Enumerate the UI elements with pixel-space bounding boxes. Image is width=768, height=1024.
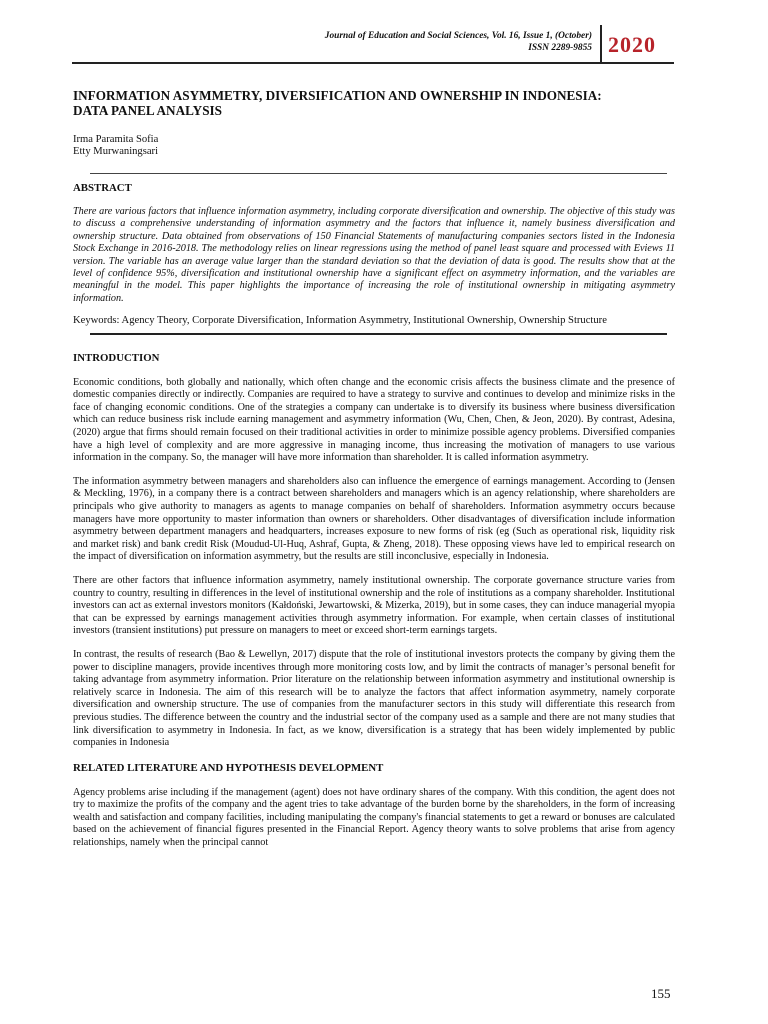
author-name: Etty Murwaningsari [73,146,159,157]
journal-header [172,30,592,54]
body-paragraph: In contrast, the results of research (Bao & Lewellyn, 2017) dispute that the role of institutional investors protects the company by giving them the power to discipline managers, provide incentives through more monitoring costs low, and by limit the contracts of manager’s personal benefit for taking advantage from asymmetry information. Prior literature on the relationship between information asymmetry and institutional ownership is relatively scarce in Indonesia. The aim of this research will be to analyze the factors that affect information asymmetry, namely corporate diversification and ownership structure. The use of companies from the manufacturer sectors in this study will differentiate this research from previous studies. The difference between the country and the industrial sector of the company used as a sample and there are not many studies that link diversification to asymmetry in Indonesia. In fact, as we know, diversification is a strategy that has been widely implemented by public companies in Indonesia [73,648,675,749]
introduction-heading: INTRODUCTION [73,351,160,364]
body-paragraph: There are other factors that influence information asymmetry, namely institutional ownership. The corporate governance structure varies from country to country, resulting in differences in the level of institutional ownership and the role of institutions as a company shareholder. Institutional investors can act as external investors monitors (Kałdoński, Jewartowski, & Mizerka, 2019), but in some cases, they can induce managerial myopia that can be expressed by earnings management activities through asymmetry information. For example, when certain classes of institutional investors (transient institutions) put pressure on managers to meet or exceed short-term earnings targets. [73,574,675,637]
abstract-text: There are various factors that influence information asymmetry, including corporate diversification and ownership. The objective of this study was to discuss a comprehensive understanding of information asymmetry and the factors that influence it, namely business diversification and ownership structure. Data obtained from observations of 150 Financial Statements of manufacturing companies sectors listed in the Indonesia Stock Exchange in 2016-2018. The methodology relies on linear regressions using the method of panel least square and processed with Eviews 11 version. The variable has an average value larger than the standard deviation so that the deviation of data is good. The results show that at the level of confidence 95%, diversification and institutional ownership have a significant effect on asymmetry information, and the variables are meaningful in the model. This paper highlights the importance of increasing the role of institutional ownership in mitigating asymmetry information. [73,206,675,304]
journal-issn: ISSN 2289-9855 [528,43,592,53]
body-paragraph: Economic conditions, both globally and nationally, which often change and the economic crisis affects the business climate and the presence of domestic companies directly or indirectly. Companies are required to have a strategy to survive and continues to develop and minimize risks in the face of changing economic conditions. One of the strategies a company can undertake is to diversify its business where business diversification which can reduce business risk include earning management and asymmetry information (Wu, Chen, Chen, & Jeon, 2020). By contrast, Adesina, (2020) argue that firms should remain focused on their traditional activities in order to minimize possible agency problems. Diversified companies have a high level of complexity and are more aggressive in managing income, thus increasing the motivation of managers to use various information in the company. So, the manager will have more information than shareholder. It is called information asymmetry. [73,376,675,464]
body-paragraph: The information asymmetry between managers and shareholders also can influence the emergence of earnings management. According to (Jensen & Meckling, 1976), in a company there is a contract between shareholders and managers which is an agency relationship, where shareholders are principals who give authority to managers as agents to manage companies on behalf of shareholders. Information asymmetry occurs because managers have more opportunity to master information than owners or shareholders. Other disadvantages of diversification include information asymmetry between department managers and headquarters, increases exposure to new forms of risk (eg (Such as operational risk, liquidity risk and market risk) and bank credit Risk (Moudud-Ul-Huq, Ashraf, Gupta, & Zheng, 2018). These opposing views have led to empirical research on the impact of diversification on information asymmetry, but the results are still inconclusive, especially in Indonesia. [73,475,675,563]
article-title-line-1: INFORMATION ASYMMETRY, DIVERSIFICATION AND OWNERSHIP IN INDONESIA: [73,88,602,103]
journal-citation: Journal of Education and Social Sciences, Vol. 16, Issue 1, (October) [324,31,592,41]
literature-heading: RELATED LITERATURE AND HYPOTHESIS DEVELOPMENT [73,761,384,774]
keywords-line: Keywords: Agency Theory, Corporate Diversification, Information Asymmetry, Institutional Ownership, Ownership Structure [73,315,607,327]
page-number: 155 [651,986,671,1001]
section-rule [90,173,667,174]
author-list [73,134,675,158]
header-divider [600,25,602,63]
body-paragraph: Agency problems arise including if the management (agent) does not have ordinary shares of the company. With this condition, the agent does not try to maximize the profits of the company and the agent tries to take advantage of the burden borne by the shareholders, in the form of increasing wealth and satisfaction and company facilities, including manipulating the company's financial statements to get a reward or bonuses are calculated based on the achievement of financial figures presented in the Financial Report. Agency theory wants to solve problems that arise from agency relationships, namely when the principal cannot [73,786,675,849]
article-title [73,88,675,118]
header-rule [72,62,674,64]
journal-year: 2020 [608,32,656,57]
section-rule [90,333,667,335]
article-body [73,88,675,850]
author-name: Irma Paramita Sofia [73,134,159,145]
article-title-line-2: DATA PANEL ANALYSIS [73,103,223,118]
abstract-heading: ABSTRACT [73,182,132,194]
